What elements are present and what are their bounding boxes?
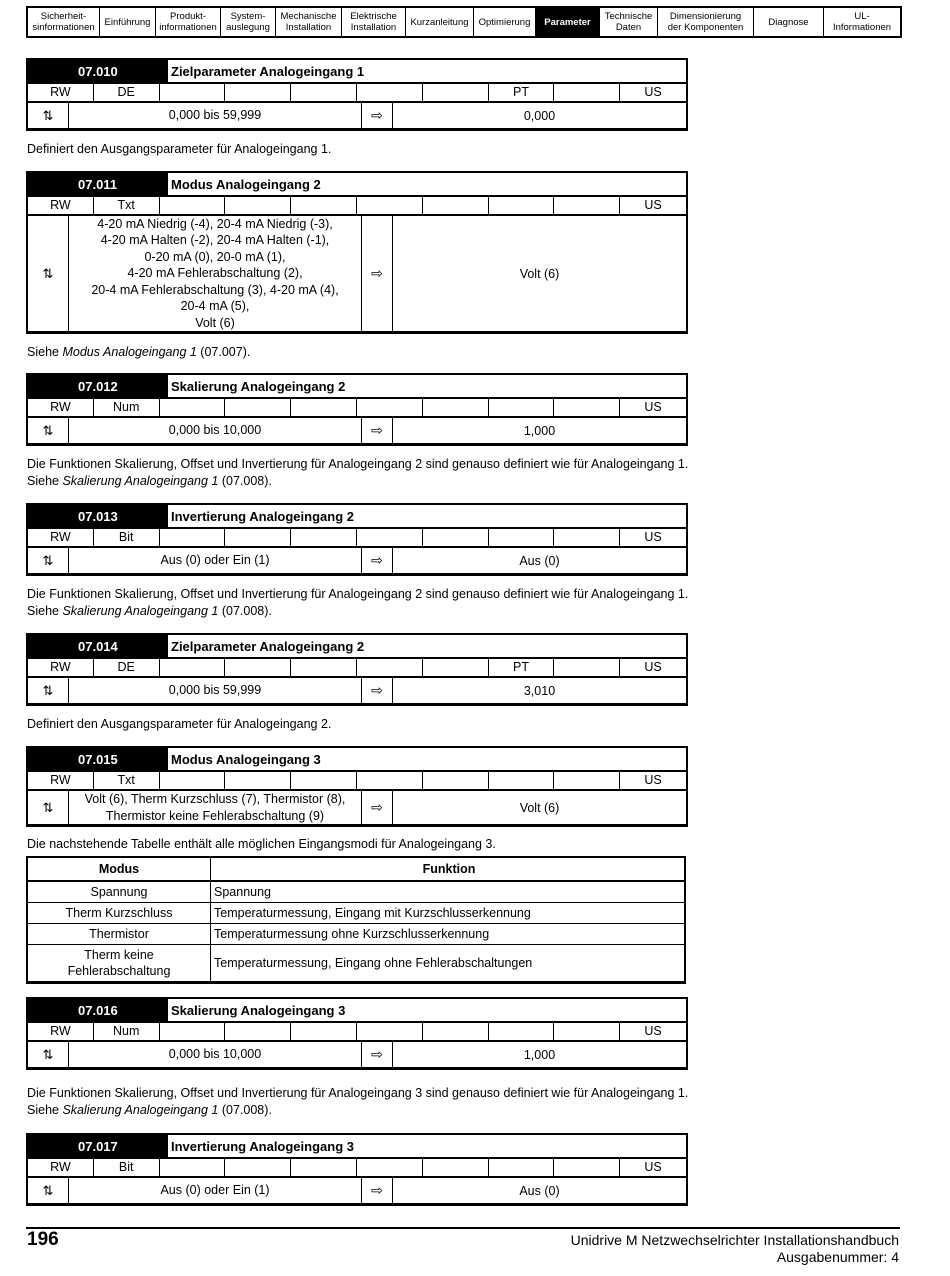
param-flag — [554, 1159, 620, 1176]
param-range: 0,000 bis 59,999 — [69, 103, 362, 128]
param-flag — [489, 399, 555, 416]
param-flag — [160, 1159, 226, 1176]
param-header — [26, 746, 688, 770]
mode-table — [26, 856, 686, 984]
table-header-row — [28, 858, 684, 881]
table-cell-mode: Therm keine Fehlerabschaltung — [28, 945, 211, 981]
nav-tab-8[interactable]: Parameter — [536, 8, 600, 36]
param-flag — [291, 659, 357, 676]
right-arrow-icon: ⇨ — [362, 678, 393, 703]
table-row — [28, 944, 684, 981]
param-flag — [357, 529, 423, 546]
param-flag: RW — [28, 1023, 94, 1040]
nav-tab-2[interactable]: Produkt- informationen — [156, 8, 221, 36]
param-07-012 — [26, 373, 688, 446]
param-default: 0,000 — [523, 108, 556, 123]
right-arrow-icon: ⇨ — [362, 216, 393, 331]
param-flag — [160, 659, 226, 676]
param-range-row — [26, 546, 688, 576]
param-flag — [423, 659, 489, 676]
param-flag: DE — [94, 659, 160, 676]
nav-tab-11[interactable]: Diagnose — [754, 8, 824, 36]
param-default: 3,010 — [523, 683, 556, 698]
table-cell-function: Spannung — [214, 884, 272, 899]
desc-07-015: Die nachstehende Tabelle enthält alle möglichen Eingangsmodi für Analogeingang 3. — [27, 837, 496, 851]
param-flag — [160, 1023, 226, 1040]
param-flag — [160, 529, 226, 546]
nav-tab-6[interactable]: Kurzanleitung — [406, 8, 474, 36]
param-flag: RW — [28, 1159, 94, 1176]
param-flag: Bit — [94, 529, 160, 546]
param-flag: Bit — [94, 1159, 160, 1176]
param-flag — [160, 84, 226, 101]
param-range-row — [26, 214, 688, 334]
param-title: Invertierung Analogeingang 3 — [171, 1138, 354, 1154]
param-flag — [160, 399, 226, 416]
param-07-016 — [26, 997, 688, 1070]
param-flag — [423, 84, 489, 101]
param-flag — [554, 772, 620, 789]
nav-tab-12[interactable]: UL- Informationen — [832, 11, 892, 33]
param-flag: RW — [28, 529, 94, 546]
param-flag: Txt — [94, 772, 160, 789]
footer-divider — [26, 1227, 900, 1229]
param-header — [26, 58, 688, 82]
param-flag — [160, 772, 226, 789]
param-range-row — [26, 1176, 688, 1206]
nav-tab-0[interactable]: Sicherheit- sinformationen — [28, 8, 100, 36]
param-flag — [489, 1159, 555, 1176]
param-title: Skalierung Analogeingang 2 — [171, 378, 346, 394]
param-flag: US — [644, 85, 662, 99]
param-flag: US — [644, 198, 662, 212]
param-flag: Txt — [94, 197, 160, 214]
param-default: Volt (6) — [519, 266, 560, 281]
table-row — [28, 881, 684, 902]
param-flag: DE — [94, 84, 160, 101]
param-flag — [554, 1023, 620, 1040]
param-flag — [357, 1023, 423, 1040]
manual-title: Unidrive M Netzwechselrichter Installationshandbuch — [570, 1232, 899, 1248]
param-flag — [291, 197, 357, 214]
param-flag — [291, 84, 357, 101]
param-flag — [225, 772, 291, 789]
param-header — [26, 1133, 688, 1157]
table-cell-mode: Therm Kurzschluss — [28, 903, 211, 923]
param-header — [26, 171, 688, 195]
param-id: 07.013 — [28, 505, 168, 527]
issue-number: Ausgabenummer: 4 — [776, 1249, 899, 1265]
param-id: 07.014 — [28, 635, 168, 657]
param-flag: US — [644, 400, 662, 414]
param-range: 0,000 bis 10,000 — [69, 1042, 362, 1067]
param-header — [26, 503, 688, 527]
param-flag — [357, 1159, 423, 1176]
param-id: 07.016 — [28, 999, 168, 1021]
nav-tab-7[interactable]: Optimierung — [474, 8, 536, 36]
param-title: Zielparameter Analogeingang 1 — [171, 63, 365, 79]
param-flags-row — [26, 195, 688, 214]
param-flags-row — [26, 1021, 688, 1040]
param-flag: US — [644, 1024, 662, 1038]
param-flags-row — [26, 397, 688, 416]
param-title: Invertierung Analogeingang 2 — [171, 508, 354, 524]
param-flag: PT — [489, 84, 555, 101]
desc-07-012: Die Funktionen Skalierung, Offset und Invertierung für Analogeingang 2 sind genauso definiert wie für Analogeingang 1. Siehe Skalierung Analogeingang 1 (07.008). — [27, 457, 689, 488]
param-flag — [160, 197, 226, 214]
param-flag: US — [644, 773, 662, 787]
param-flag — [357, 772, 423, 789]
param-range-row — [26, 676, 688, 706]
param-default: Aus (0) — [519, 553, 560, 568]
table-header-cell: Modus — [28, 858, 211, 880]
nav-tab-10[interactable]: Dimensionierung der Komponenten — [658, 8, 754, 36]
param-flag: US — [644, 530, 662, 544]
param-flags-row — [26, 82, 688, 101]
right-arrow-icon: ⇨ — [362, 103, 393, 128]
desc-07-016: Die Funktionen Skalierung, Offset und Invertierung für Analogeingang 3 sind genauso definiert wie für Analogeingang 1. Siehe Skalierung Analogeingang 1 (07.008). — [27, 1086, 689, 1117]
param-07-014 — [26, 633, 688, 706]
param-flag: RW — [28, 772, 94, 789]
param-flag — [423, 197, 489, 214]
table-cell-function: Temperaturmessung, Eingang mit Kurzschlusserkennung — [214, 905, 531, 920]
param-flag — [225, 659, 291, 676]
param-range-row — [26, 789, 688, 827]
table-cell-function: Temperaturmessung, Eingang ohne Fehlerabschaltungen — [214, 955, 533, 970]
right-arrow-icon: ⇨ — [362, 1178, 393, 1203]
right-arrow-icon: ⇨ — [362, 418, 393, 443]
nav-tab-1[interactable]: Einführung — [100, 8, 156, 36]
param-default: 1,000 — [523, 1047, 556, 1062]
param-flag — [225, 84, 291, 101]
param-flag: Num — [94, 1023, 160, 1040]
param-id: 07.015 — [28, 748, 168, 770]
param-id: 07.012 — [28, 375, 168, 397]
param-flags-row — [26, 1157, 688, 1176]
param-flag — [554, 659, 620, 676]
table-header-cell: Funktion — [422, 861, 476, 876]
table-row — [28, 923, 684, 944]
param-range: Aus (0) oder Ein (1) — [69, 548, 362, 573]
param-07-015 — [26, 746, 688, 827]
desc-07-013: Die Funktionen Skalierung, Offset und Invertierung für Analogeingang 2 sind genauso definiert wie für Analogeingang 1. Siehe Skalierung Analogeingang 1 (07.008). — [27, 587, 689, 618]
param-flag — [291, 399, 357, 416]
table-cell-mode: Thermistor — [28, 924, 211, 944]
page-number: 196 — [27, 1229, 59, 1250]
param-flag — [554, 399, 620, 416]
nav-tab-9[interactable]: Technische Daten — [600, 8, 658, 36]
nav-tab-4[interactable]: Mechanische Installation — [276, 8, 342, 36]
param-flag — [357, 197, 423, 214]
chapter-nav — [26, 6, 902, 38]
param-range-row — [26, 416, 688, 446]
param-flags-row — [26, 770, 688, 789]
param-07-013 — [26, 503, 688, 576]
param-flag — [489, 197, 555, 214]
updown-arrows-icon: ⇅ — [28, 418, 69, 443]
param-default: Aus (0) — [519, 1183, 560, 1198]
desc-07-011: Siehe Modus Analogeingang 1 (07.007). — [27, 345, 251, 359]
param-flags-row — [26, 527, 688, 546]
param-flag — [291, 1159, 357, 1176]
param-header — [26, 997, 688, 1021]
param-range: Aus (0) oder Ein (1) — [69, 1178, 362, 1203]
updown-arrows-icon: ⇅ — [28, 548, 69, 573]
param-flag — [291, 529, 357, 546]
param-flag — [554, 84, 620, 101]
nav-tab-3[interactable]: System- auslegung — [221, 8, 276, 36]
param-flag — [423, 772, 489, 789]
param-flag — [291, 1023, 357, 1040]
param-title: Skalierung Analogeingang 3 — [171, 1002, 346, 1018]
param-flag — [225, 1159, 291, 1176]
param-flag: Num — [94, 399, 160, 416]
desc-07-014: Definiert den Ausgangsparameter für Analogeingang 2. — [27, 717, 332, 731]
param-default: 1,000 — [523, 423, 556, 438]
param-title: Zielparameter Analogeingang 2 — [171, 638, 365, 654]
param-flag — [357, 399, 423, 416]
param-id: 07.011 — [28, 173, 168, 195]
desc-07-010: Definiert den Ausgangsparameter für Analogeingang 1. — [27, 142, 332, 156]
param-flag — [489, 772, 555, 789]
param-flag — [357, 84, 423, 101]
param-flag — [489, 1023, 555, 1040]
param-flag: RW — [28, 659, 94, 676]
updown-arrows-icon: ⇅ — [28, 1042, 69, 1067]
param-flag — [489, 529, 555, 546]
table-row — [28, 902, 684, 923]
param-07-011 — [26, 171, 688, 334]
param-flag — [225, 197, 291, 214]
right-arrow-icon: ⇨ — [362, 791, 393, 824]
param-id: 07.010 — [28, 60, 168, 82]
footer-info — [571, 1232, 899, 1266]
param-flag — [225, 1023, 291, 1040]
param-range: Volt (6), Therm Kurzschluss (7), Thermistor (8), Thermistor keine Fehlerabschaltung (9) — [69, 791, 362, 824]
param-range: 0,000 bis 10,000 — [69, 418, 362, 443]
param-flag: PT — [489, 659, 555, 676]
param-flag — [423, 399, 489, 416]
param-default: Volt (6) — [519, 800, 560, 815]
param-flag: US — [644, 1160, 662, 1174]
updown-arrows-icon: ⇅ — [28, 1178, 69, 1203]
updown-arrows-icon: ⇅ — [28, 216, 69, 331]
param-flag — [225, 529, 291, 546]
param-flag — [423, 1159, 489, 1176]
param-07-017 — [26, 1133, 688, 1206]
param-flag: RW — [28, 197, 94, 214]
right-arrow-icon: ⇨ — [362, 548, 393, 573]
param-title: Modus Analogeingang 3 — [171, 751, 321, 767]
table-cell-mode: Spannung — [28, 882, 211, 902]
nav-tab-5[interactable]: Elektrische Installation — [342, 8, 406, 36]
param-header — [26, 373, 688, 397]
param-flag — [554, 197, 620, 214]
param-flag — [554, 529, 620, 546]
param-id: 07.017 — [28, 1135, 168, 1157]
param-header — [26, 633, 688, 657]
param-flags-row — [26, 657, 688, 676]
updown-arrows-icon: ⇅ — [28, 678, 69, 703]
param-title: Modus Analogeingang 2 — [171, 176, 321, 192]
updown-arrows-icon: ⇅ — [28, 103, 69, 128]
param-range: 4-20 mA Niedrig (-4), 20-4 mA Niedrig (-3), 4-20 mA Halten (-2), 20-4 mA Halten (-1), 0-20 mA (0), 20-0 mA (1), 4-20 mA Fehlerabschaltung (2), 20-4 mA Fehlerabschaltung (3), 4-20 mA (4), 20-4 mA (5), Volt (6) — [69, 216, 362, 331]
right-arrow-icon: ⇨ — [362, 1042, 393, 1067]
param-flag: US — [644, 660, 662, 674]
updown-arrows-icon: ⇅ — [28, 791, 69, 824]
param-flag — [423, 1023, 489, 1040]
param-07-010 — [26, 58, 688, 131]
param-flag — [225, 399, 291, 416]
param-flag: RW — [28, 84, 94, 101]
param-flag — [291, 772, 357, 789]
param-flag: RW — [28, 399, 94, 416]
param-range-row — [26, 101, 688, 131]
table-cell-function: Temperaturmessung ohne Kurzschlusserkennung — [214, 926, 490, 941]
param-range-row — [26, 1040, 688, 1070]
param-flag — [357, 659, 423, 676]
param-flag — [423, 529, 489, 546]
param-range: 0,000 bis 59,999 — [69, 678, 362, 703]
